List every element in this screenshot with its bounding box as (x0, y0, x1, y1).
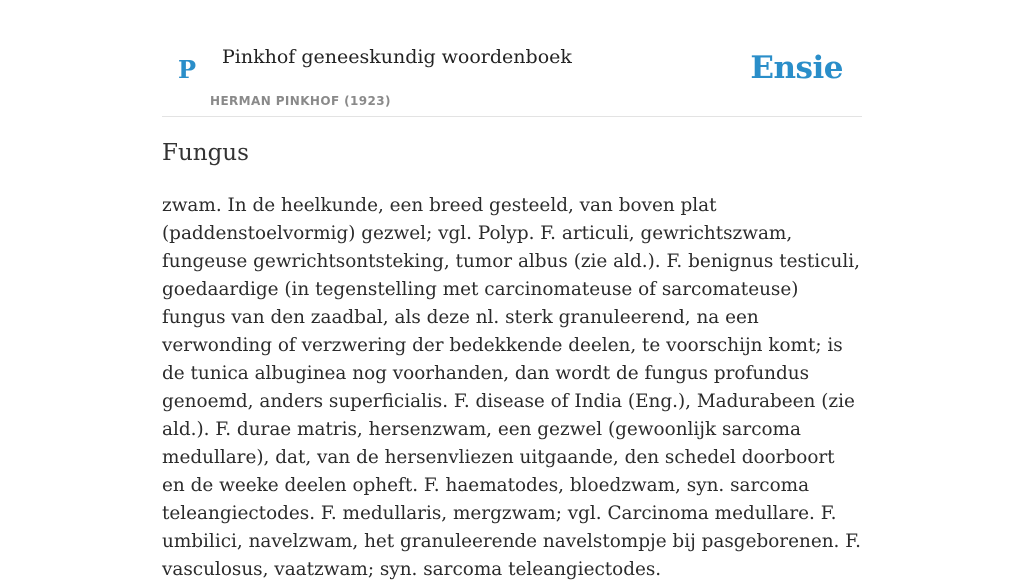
entry-definition: zwam. In de heelkunde, een breed gesteeld, van boven plat (paddenstoelvormig) gezwel; vgl. Polyp. F. articuli, gewrichtszwam, fungeuse gewrichtsontsteking, tumor albus (zie ald.). F. benignus testiculi, goedaardige (in tegenstelling met carcinomateuse of sarcomateuse) fungus van den zaadbal, als deze nl. sterk granuleerend, na een verwonding of verzwering der bedekkende deelen, te voorschijn komt; is de tunica albuginea nog voorhanden, dan wordt de fungus profundus genoemd, anders superficialis. F. disease of India (Eng.), Madurabeen (zie ald.). F. durae matris, hersenzwam, een gezwel (gewoonlijk sarcoma medullare), dat, van de hersenvliezen uitgaande, den schedel doorboort en de weeke deelen opheft. F. haematodes, bloedzwam, syn. sarcoma teleangiectodes. F. medullaris, mergzwam; vgl. Carcinoma medullare. F. umbilici, navelzwam, het granuleerende navelstompje bij pasgeborenen. F. vasculosus, vaatzwam; syn. sarcoma teleangiectodes. (162, 195, 861, 580)
entry-term: Fungus (162, 140, 249, 166)
book-title[interactable]: Pinkhof geneeskundig woordenboek (222, 46, 572, 68)
book-logo[interactable]: P (178, 55, 197, 84)
book-author: HERMAN PINKHOF (1923) (210, 94, 391, 108)
ensie-logo-link[interactable]: Ensie (750, 50, 843, 86)
book-header (162, 0, 862, 117)
